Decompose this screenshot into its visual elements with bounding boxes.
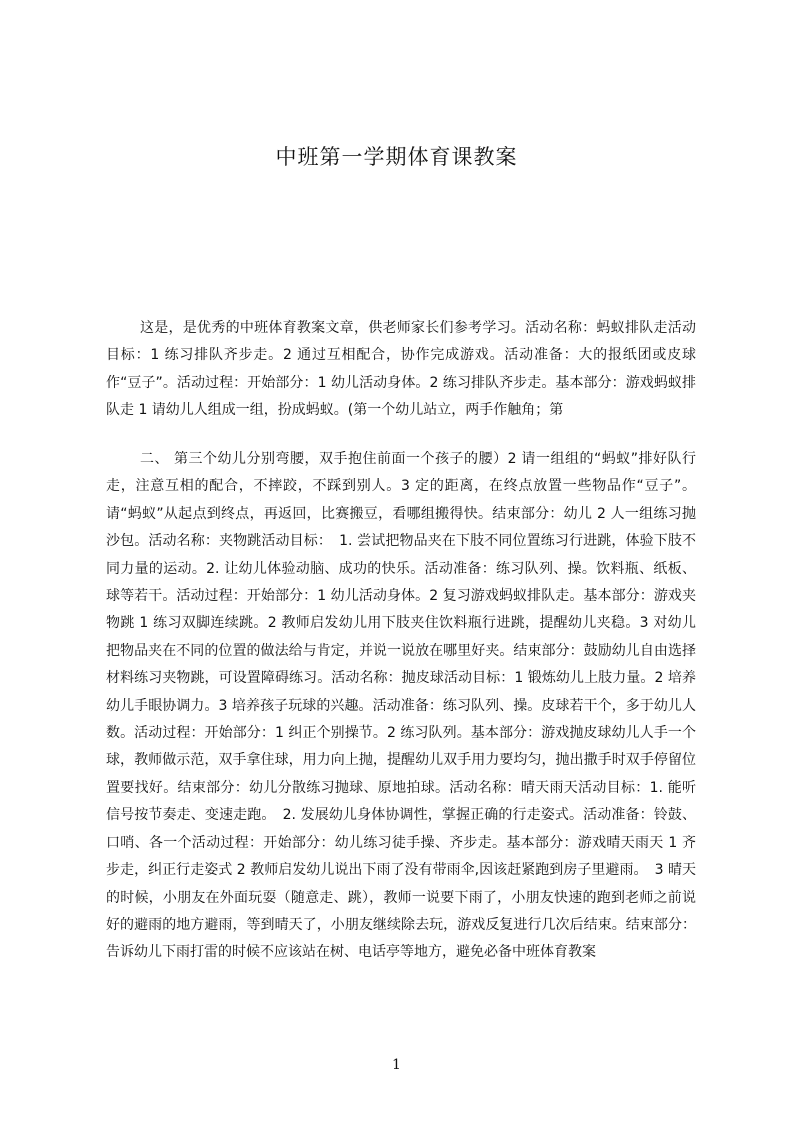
paragraph-1: 这是，是优秀的中班体育教案文章，供老师家长们参考学习。活动名称：蚂蚁排队走活动目标：1 练习排队齐步走。2 通过互相配合，协作完成游戏。活动准备：大的报纸团或皮球作“豆子”。活动过程：开始部分：1 幼儿活动身体。2 练习排队齐步走。基本部分：游戏蚂蚁排队走 1 请幼儿人组成一组，扮成蚂蚁。(第一个幼儿站立，两手作触角；第 <box>106 320 696 419</box>
paragraph-1-container <box>106 315 696 425</box>
paragraph-2-container <box>106 446 696 1026</box>
paragraph-2: 二、 第三个幼儿分别弯腰，双手抱住前面一个孩子的腰）2 请一组组的“蚂蚁”排好队行走，注意互相的配合，不摔跤，不踩到别人。3 定的距离，在终点放置一些物品作“豆子”。请“蚂蚁”从起点到终点，再返回，比赛搬豆，看哪组搬得快。结束部分：幼儿 2 人一组练习抛沙包。活动名称：夹物跳活动目标： 1. 尝试把物品夹在下肢不同位置练习行进跳，体验下肢不同力量的运动。2. 让幼儿体验动脑、成功的快乐。活动准备：练习队列、操。饮料瓶、纸板、球等若干。活动过程：开始部分：1 幼儿活动身体。2 复习游戏蚂蚁排队走。基本部分：游戏夹物跳 1 练习双脚连续跳。2 教师启发幼儿用下肢夹住饮料瓶行进跳，提醒幼儿夹稳。3 对幼儿把物品夹在不同的位置的做法给与肯定，并说一说放在哪里好夹。结束部分：鼓励幼儿自由选择材料练习夹物跳，可设置障碍练习。活动名称：抛皮球活动目标：1 锻炼幼儿上肢力量。2 培养幼儿手眼协调力。3 培养孩子玩球的兴趣。活动准备：练习队列、操。皮球若干个，多于幼儿人数。活动过程：开始部分：1 纠正个别操节。2 练习队列。基本部分：游戏抛皮球幼儿人手一个球，教师做示范，双手拿住球，用力向上抛，提醒幼儿双手用力要均匀，抛出撒手时双手停留位置要找好。结束部分：幼儿分散练习抛球、原地拍球。活动名称：晴天雨天活动目标：1. 能听信号按节奏走、变速走跑。 2. 发展幼儿身体协调性，掌握正确的行走姿式。活动准备：铃鼓、口哨、各一个活动过程：开始部分：幼儿练习徒手操、齐步走。基本部分：游戏晴天雨天 1 齐步走，纠正行走姿式 2 教师启发幼儿说出下雨了没有带雨伞,因该赶紧跑到房子里避雨。 3 晴天的时候，小朋友在外面玩耍（随意走、跳），教师一说要下雨了，小朋友快速的跑到老师之前说好的避雨的地方避雨，等到晴天了，小朋友继续除去玩，游戏反复进行几次后结束。结束部分：告诉幼儿下雨打雷的时候不应该站在树、电话亭等地方，避免必备中班体育教案 <box>106 451 696 961</box>
page-number: 1 <box>392 1057 401 1073</box>
document-title: 中班第一学期体育课教案 <box>275 145 518 169</box>
